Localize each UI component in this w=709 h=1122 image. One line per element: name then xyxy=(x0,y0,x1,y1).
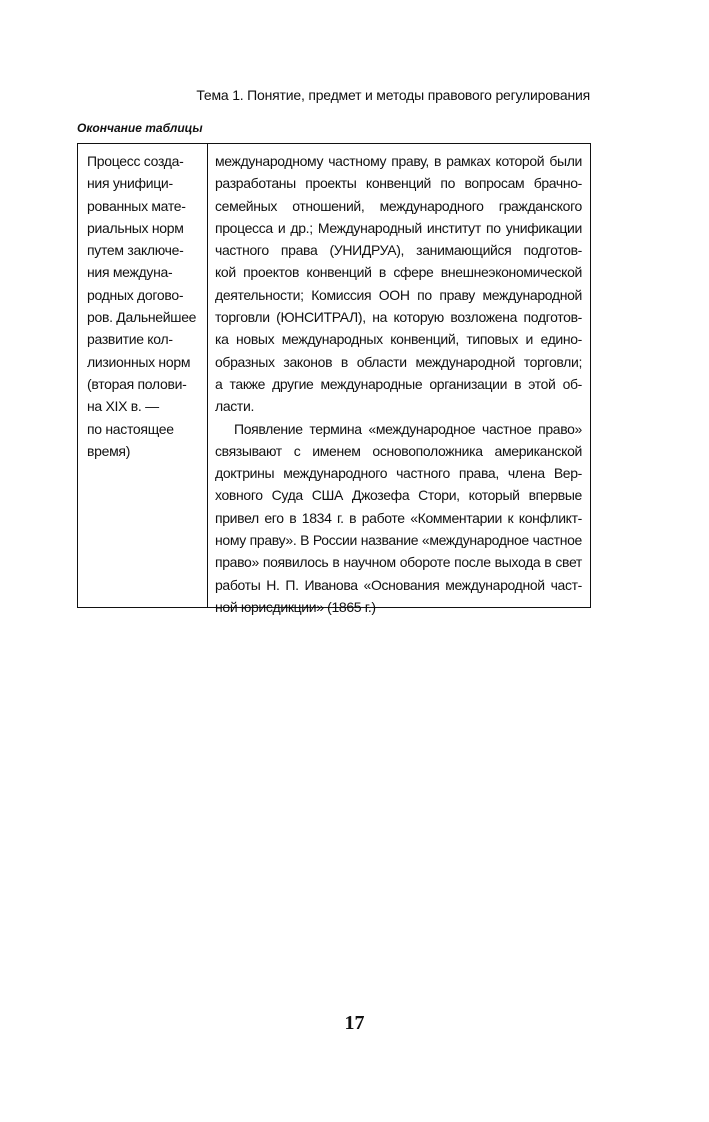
right-cell-line: ной юрисдикции» (1865 г.) xyxy=(215,598,376,615)
right-cell-line: семейных отношений, международного гражданского xyxy=(215,197,582,214)
right-cell-line: ному праву». В России название «международное частное xyxy=(215,532,582,549)
right-cell-line: доктрины международного частного права, члена Вер- xyxy=(215,465,582,482)
left-cell-line: Процесс созда- xyxy=(87,153,184,169)
left-cell-line: время) xyxy=(87,442,131,459)
right-cell-line: привел его в 1834 г. в работе «Комментарии к конфликт- xyxy=(215,509,582,526)
running-header: Тема 1. Понятие, предмет и методы правового регулирования xyxy=(196,87,590,103)
left-cell-line: риальных норм xyxy=(87,219,184,236)
right-cell-line: связывают с именем основоположника американской xyxy=(215,442,582,459)
right-cell-line: ласти. xyxy=(215,398,254,415)
right-cell-line: Появление термина «международное частное право» xyxy=(234,420,582,437)
left-cell-line: ния междуна- xyxy=(87,264,173,281)
right-cell-line: торговли (ЮНСИТРАЛ), на которую возложена подготов- xyxy=(215,309,582,326)
right-cell-line: право» появилось в научном обороте после выхода в свет xyxy=(215,554,582,571)
left-cell-line: развитие кол- xyxy=(87,331,173,348)
table-cell-description xyxy=(208,144,590,615)
right-cell-line: работы Н. П. Иванова «Основания международной част- xyxy=(215,576,582,593)
right-cell-line: ховного Суда США Джозефа Стори, который впервые xyxy=(215,487,582,504)
table-caption: Окончание таблицы xyxy=(77,121,203,135)
right-cell-line: ка новых международных конвенций, типовых и едино- xyxy=(215,331,582,348)
left-cell-line: ния унифици- xyxy=(87,175,173,192)
left-cell-line: путем заключе- xyxy=(87,242,184,259)
content-table xyxy=(77,143,591,615)
right-cell-line: частного права (УНИДРУА), занимающийся подготов- xyxy=(215,242,582,259)
left-cell-line: по настоящее xyxy=(87,420,174,437)
right-cell-line: деятельности; Комиссия ООН по праву международной xyxy=(215,286,582,303)
left-cell-line: лизионных норм xyxy=(87,353,191,370)
left-cell-line: (вторая полови- xyxy=(87,375,187,392)
left-cell-line: ров. Дальнейшее xyxy=(87,309,197,326)
right-cell-line: разработаны проекты конвенций по вопросам брачно- xyxy=(215,175,582,192)
page-number: 17 xyxy=(344,1012,365,1034)
left-cell-line: на XIX в. — xyxy=(87,398,159,415)
right-cell-line: процесса и др.; Международный институт по унификации xyxy=(215,219,582,236)
left-cell-line: родных догово- xyxy=(87,286,184,303)
right-cell-line: образных законов в области международной торговли; xyxy=(215,353,582,370)
right-cell-line: а также другие международные организации в этой об- xyxy=(215,375,582,392)
table-cell-period xyxy=(78,144,208,607)
right-cell-line: кой проектов конвенций в сфере внешнеэкономической xyxy=(215,264,582,281)
left-cell-line: рованных мате- xyxy=(87,197,186,214)
right-cell-line: международному частному праву, в рамках которой были xyxy=(215,153,582,169)
